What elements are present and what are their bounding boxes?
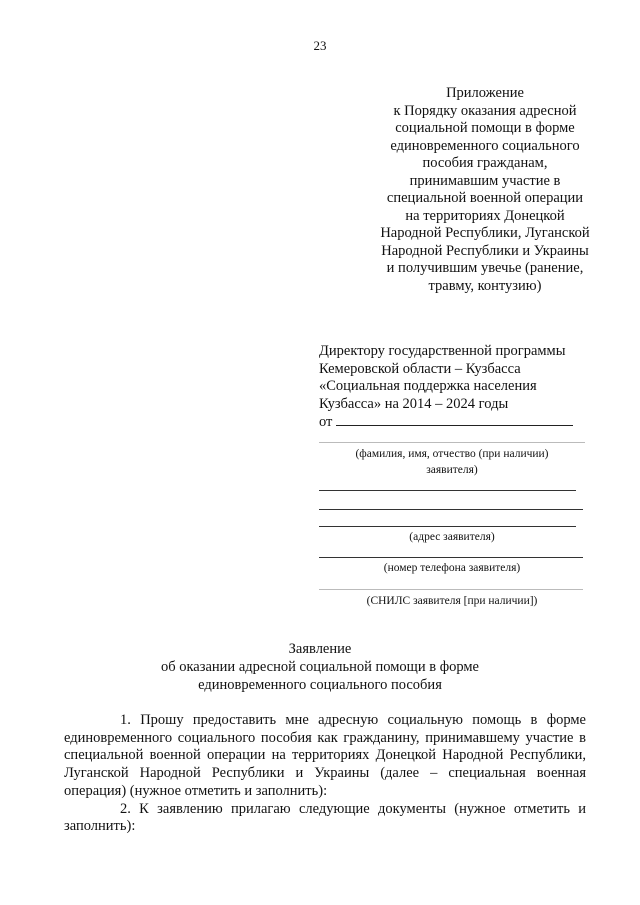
fio-caption-line: заявителя): [426, 464, 478, 476]
fio-input-line[interactable]: [319, 442, 585, 443]
appendix-header: [340, 85, 630, 295]
address-input-line[interactable]: [319, 509, 583, 510]
appendix-line: специальной военной операции: [386, 190, 584, 206]
from-row: [319, 413, 609, 432]
appendix-line: Приложение: [446, 85, 524, 101]
fio-caption: [319, 446, 585, 478]
appendix-line: травму, контузию): [428, 277, 542, 294]
appendix-line: на территориях Донецкой: [405, 207, 565, 224]
phone-caption: (номер телефона заявителя): [383, 562, 521, 574]
appendix-line: принимавшим участие в: [409, 172, 561, 189]
phone-input-line[interactable]: [319, 557, 583, 558]
statement-subtitle: об оказании адресной социальной помощи в форме: [160, 659, 479, 675]
page-number: 23: [313, 38, 327, 53]
snils-caption: (СНИЛС заявителя [при наличии]): [366, 595, 538, 607]
appendix-line: Народной Республики и Украины: [381, 242, 589, 259]
paragraph-2: 2. К заявлению прилагаю следующие документы (нужное отметить и заполнить):: [64, 800, 586, 835]
from-fill-line[interactable]: [336, 413, 573, 426]
statement-body: [64, 712, 586, 836]
appendix-line: к Порядку оказания адресной: [393, 102, 577, 119]
statement-subtitle: единовременного социального пособия: [198, 677, 442, 693]
appendix-line: социальной помощи в форме: [395, 120, 575, 136]
from-label: от: [319, 414, 333, 430]
addressee-line: Директору государственной программы: [319, 343, 566, 359]
address-input-line[interactable]: [319, 526, 576, 527]
address-input-line[interactable]: [319, 490, 576, 491]
appendix-line: и получившим увечье (ранение,: [386, 260, 584, 276]
addressee-line: «Социальная поддержка населения: [319, 378, 537, 394]
statement-title: Заявление: [288, 641, 352, 657]
appendix-line: Народной Республики, Луганской: [380, 225, 590, 241]
addressee-line: Кузбасса» на 2014 – 2024 годы: [319, 395, 509, 412]
snils-input-line[interactable]: [319, 589, 583, 590]
addressee-line: Кемеровской области – Кузбасса: [319, 360, 521, 377]
addressee-block: [319, 343, 609, 432]
fio-caption-line: (фамилия, имя, отчество (при наличии): [355, 448, 549, 460]
address-caption: (адрес заявителя): [409, 531, 495, 543]
paragraph-1: 1. Прошу предоставить мне адресную социальную помощь в форме единовременного социального пособия как гражданину, принимавшему участие в специальной военной операции на территориях Донецкой Народной Республики, Луганской Народной Республики и Украины (далее – специальная военная операция) (нужное отметить и заполнить):: [64, 712, 586, 799]
appendix-line: единовременного социального: [390, 137, 580, 154]
appendix-line: пособия гражданам,: [422, 155, 548, 171]
